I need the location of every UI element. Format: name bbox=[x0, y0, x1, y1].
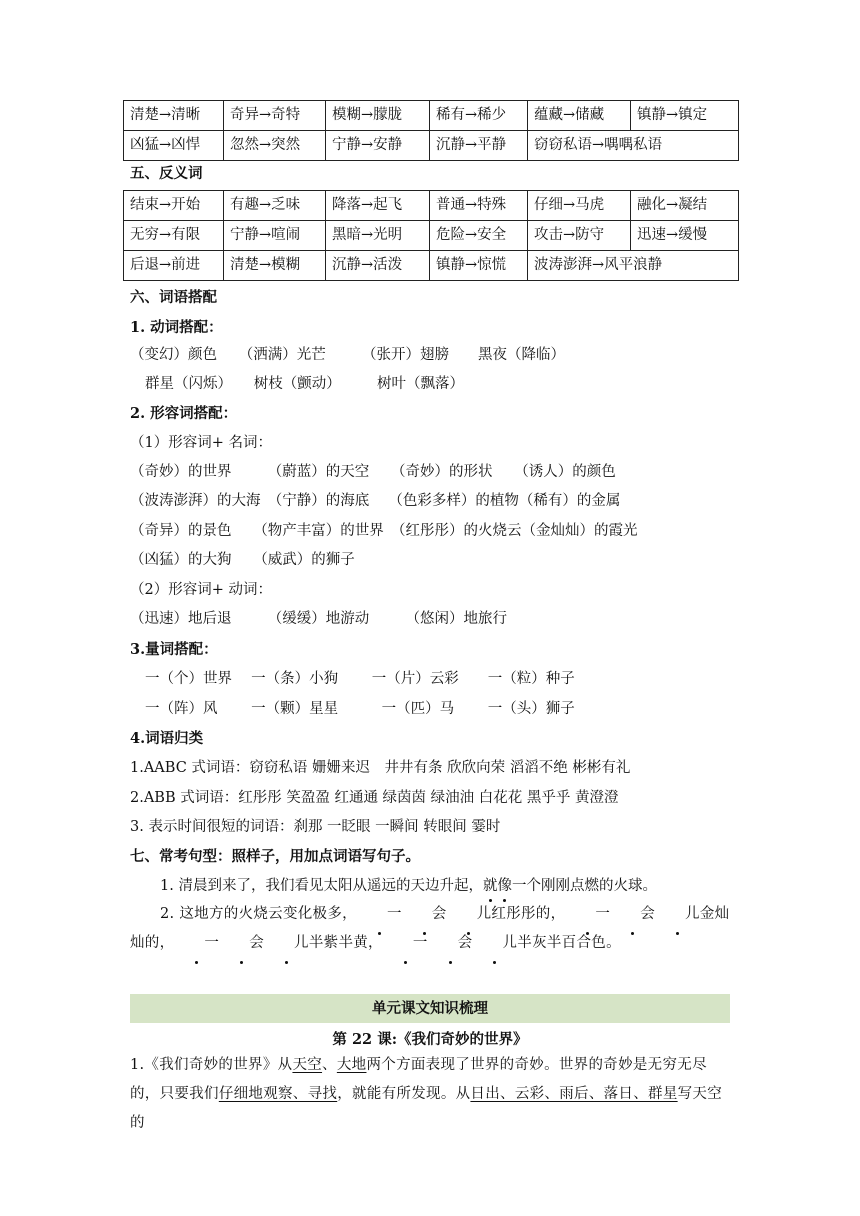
paragraph-text: 、 bbox=[322, 1057, 337, 1073]
adj-line: （奇妙）的世界 （蔚蓝）的天空 （奇妙）的形状 （诱人）的颜色 bbox=[130, 464, 616, 480]
paragraph-text: ，就能有所发现。从 bbox=[337, 1086, 471, 1102]
verb-line: 群星（闪烁） 树枝（颤动） 树叶（飘落） bbox=[145, 376, 464, 392]
adj-heading: 2. 形容词搭配： bbox=[130, 405, 238, 422]
verb-line: （变幻）颜色 （洒满）光芒 （张开）翅膀 黑夜（降临） bbox=[130, 347, 565, 363]
measure-heading: 3.量词搭配： bbox=[130, 641, 218, 658]
adj-subheading: （2）形容词+ 动词： bbox=[130, 582, 272, 598]
table-cell: 沉静→平静 bbox=[430, 131, 528, 161]
lesson-title: 第 22 课:《我们奇妙的世界》 bbox=[332, 1031, 528, 1048]
sentence-text: 半灰半百合色。 bbox=[517, 935, 621, 951]
underlined-term: 天空 bbox=[292, 1057, 323, 1073]
underlined-term: 日出、云彩、雨后、落日、群星 bbox=[470, 1086, 678, 1102]
example-sentence-2 bbox=[130, 900, 730, 958]
dotted-word: 就像 bbox=[482, 878, 512, 894]
classify-line: 1.AABC 式词语：窃窃私语 姗姗来迟 井井有条 欣欣向荣 滔滔不绝 彬彬有礼 bbox=[130, 760, 631, 776]
table-row bbox=[124, 131, 739, 161]
lesson-paragraph bbox=[130, 1051, 730, 1138]
table-cell: 忽然→突然 bbox=[224, 131, 326, 161]
dotted-word: 一 会 儿 bbox=[174, 935, 308, 951]
classify-heading: 4.词语归类 bbox=[130, 730, 204, 747]
sentence-text: 2. 这地方的火烧云变化极多， bbox=[160, 906, 357, 922]
section-banner: 单元课文知识梳理 bbox=[130, 994, 730, 1023]
sentence-text: 红彤彤的， bbox=[491, 906, 566, 922]
antonym-heading: 五、反义词 bbox=[130, 165, 203, 182]
table-cell: 黑暗→光明 bbox=[326, 221, 430, 251]
table-cell: 降落→起飞 bbox=[326, 191, 430, 221]
table-cell: 宁静→喧闹 bbox=[224, 221, 326, 251]
table-cell: 蕴藏→储藏 bbox=[528, 101, 631, 131]
sentence-text: 半紫半黄， bbox=[308, 935, 383, 951]
table-cell: 结束→开始 bbox=[124, 191, 224, 221]
table-cell: 危险→安全 bbox=[430, 221, 528, 251]
table-cell: 攻击→防守 bbox=[528, 221, 631, 251]
table-cell: 宁静→安静 bbox=[326, 131, 430, 161]
table-cell: 窃窃私语→喁喁私语 bbox=[528, 131, 739, 161]
table-cell: 无穷→有限 bbox=[124, 221, 224, 251]
table-cell: 镇静→镇定 bbox=[631, 101, 739, 131]
table-cell: 有趣→乏味 bbox=[224, 191, 326, 221]
table-cell: 凶猛→凶悍 bbox=[124, 131, 224, 161]
table-cell: 奇异→奇特 bbox=[224, 101, 326, 131]
sentence-text: 金灿灿的， bbox=[130, 906, 730, 951]
verb-heading: 1. 动词搭配： bbox=[130, 319, 223, 336]
classify-line: 3. 表示时间很短的词语：刹那 一眨眼 一瞬间 转眼间 霎时 bbox=[130, 819, 501, 835]
table-cell: 模糊→朦胧 bbox=[326, 101, 430, 131]
table-cell: 波涛澎湃→风平浪静 bbox=[528, 251, 739, 281]
measure-line: 一（阵）风 一（颗）星星 一（匹）马 一（头）狮子 bbox=[145, 701, 575, 717]
adj-line: （凶猛）的大狗 （威武）的狮子 bbox=[130, 552, 355, 568]
paragraph-text: 1.《我们奇妙的世界》从 bbox=[130, 1057, 293, 1073]
underlined-term: 大地 bbox=[336, 1057, 367, 1073]
table-row bbox=[124, 251, 739, 281]
table-row bbox=[124, 221, 739, 251]
table-cell: 清楚→清晰 bbox=[124, 101, 224, 131]
sentence-text: 1. 清晨到来了，我们看见太阳从遥远的天边升起， bbox=[160, 878, 483, 894]
dotted-word: 一 会 儿 bbox=[565, 906, 699, 922]
adj-subheading: （1）形容词+ 名词： bbox=[130, 435, 272, 451]
collocation-heading: 六、词语搭配 bbox=[130, 289, 217, 306]
paragraph-text: 写天空的 bbox=[130, 1086, 723, 1131]
table-row bbox=[124, 191, 739, 221]
synonym-table bbox=[123, 100, 739, 161]
example-sentence-1 bbox=[160, 876, 657, 896]
table-cell: 后退→前进 bbox=[124, 251, 224, 281]
sentence-heading: 七、常考句型：照样子，用加点词语写句子。 bbox=[130, 848, 420, 865]
table-cell: 迅速→缓慢 bbox=[631, 221, 739, 251]
classify-line: 2.ABB 式词语：红彤彤 笑盈盈 红通通 绿茵茵 绿油油 白花花 黑乎乎 黄澄澄 bbox=[130, 790, 619, 806]
sentence-text: 一个刚刚点燃的火球。 bbox=[511, 878, 657, 894]
table-cell: 稀有→稀少 bbox=[430, 101, 528, 131]
dotted-word: 一 会 儿 bbox=[383, 935, 517, 951]
table-cell: 镇静→惊慌 bbox=[430, 251, 528, 281]
measure-line: 一（个）世界 一（条）小狗 一（片）云彩 一（粒）种子 bbox=[145, 671, 575, 687]
table-cell: 清楚→模糊 bbox=[224, 251, 326, 281]
adj-line: （奇异）的景色 （物产丰富）的世界 （红彤彤）的火烧云（金灿灿）的霞光 bbox=[130, 523, 638, 539]
table-cell: 仔细→马虎 bbox=[528, 191, 631, 221]
dotted-word: 一 会 儿 bbox=[357, 906, 491, 922]
paragraph-text: 两个方面表现了世界的奇妙。世界的奇妙是无穷无尽的，只要我们 bbox=[130, 1057, 707, 1102]
table-cell: 融化→凝结 bbox=[631, 191, 739, 221]
underlined-term: 仔细地观察、寻找 bbox=[218, 1086, 338, 1102]
adj-line: （波涛澎湃）的大海 （宁静）的海底 （色彩多样）的植物（稀有）的金属 bbox=[130, 493, 621, 509]
antonym-table bbox=[123, 190, 739, 281]
table-row bbox=[124, 101, 739, 131]
adj-line: （迅速）地后退 （缓缓）地游动 （悠闲）地旅行 bbox=[130, 611, 507, 627]
table-cell: 沉静→活泼 bbox=[326, 251, 430, 281]
table-cell: 普通→特殊 bbox=[430, 191, 528, 221]
